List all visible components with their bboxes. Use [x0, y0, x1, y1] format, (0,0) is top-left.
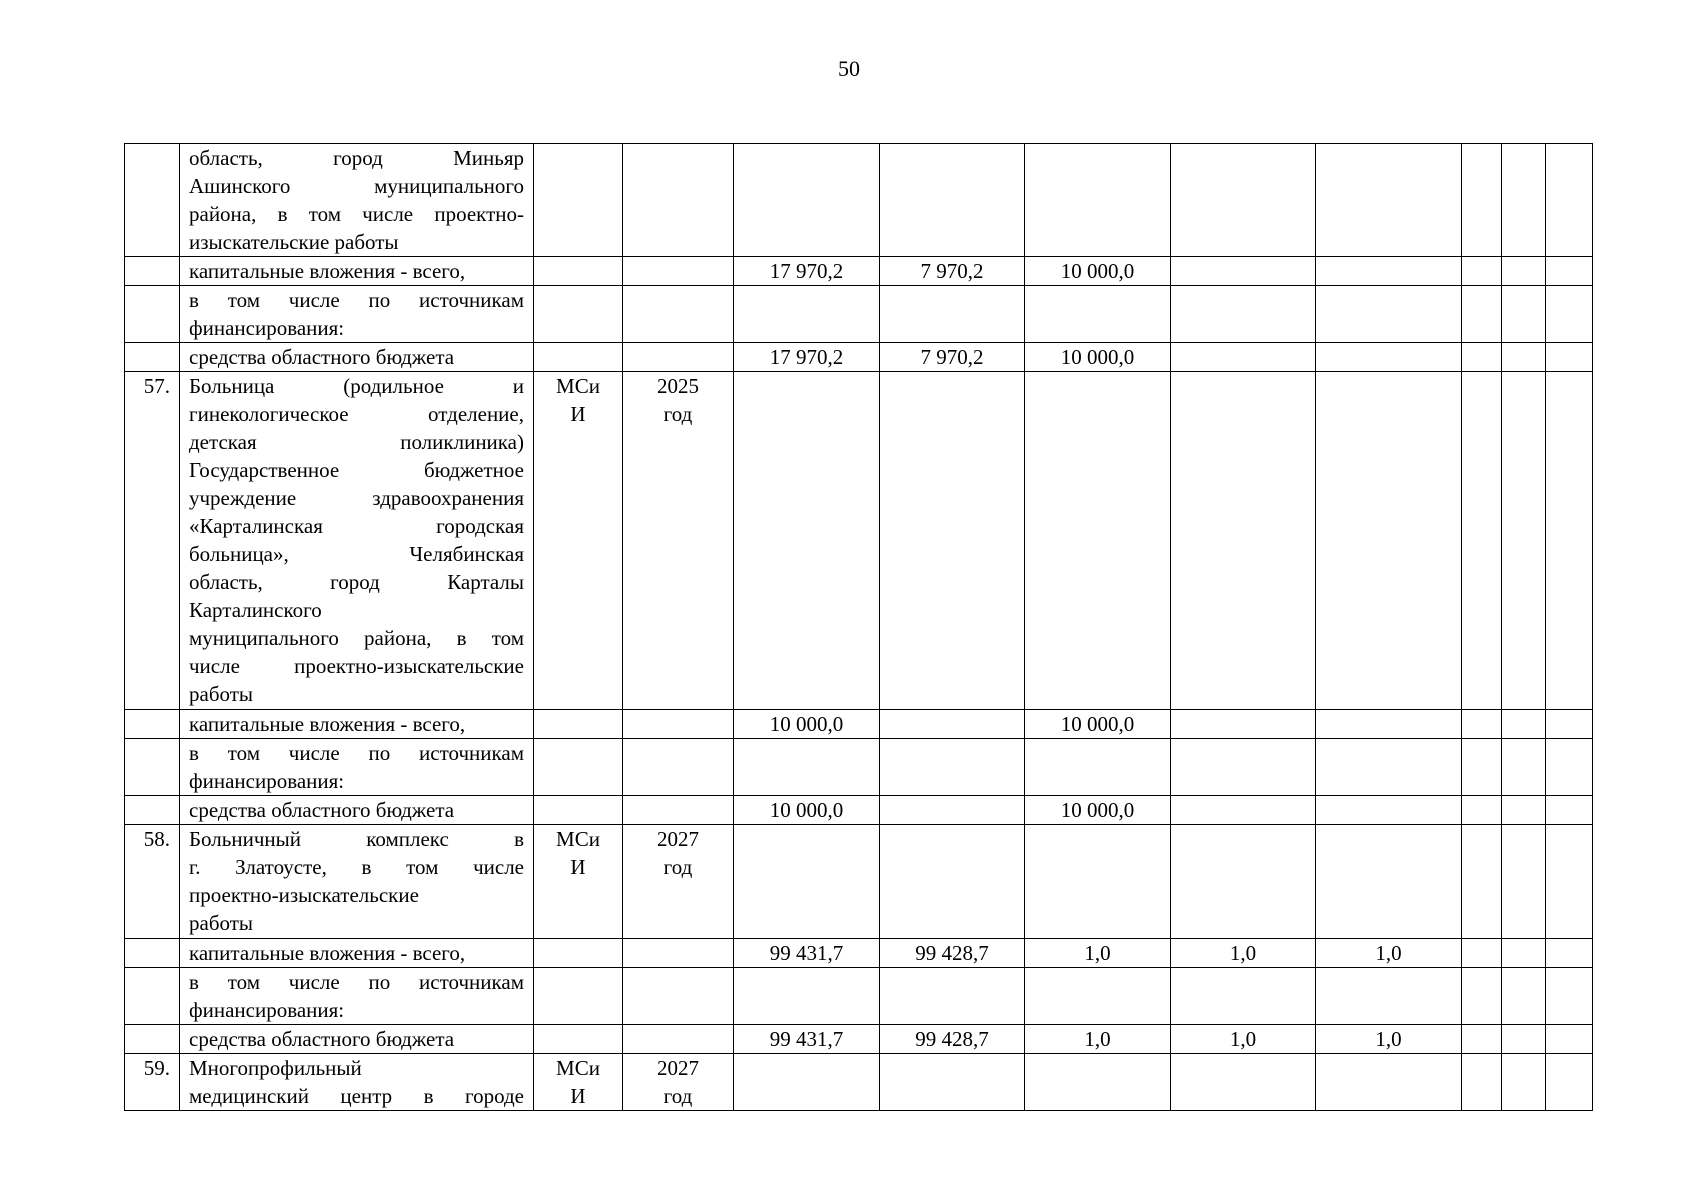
value-cell — [1316, 825, 1462, 939]
name-line: района, в том числе проектно- — [189, 202, 524, 226]
year-cell — [623, 739, 734, 796]
empty-cell — [1462, 286, 1502, 343]
value-cell: 10 000,0 — [1025, 257, 1171, 286]
value-cell — [734, 372, 880, 710]
value-cell — [1171, 257, 1316, 286]
value-cell — [1025, 144, 1171, 257]
value-cell — [1171, 968, 1316, 1025]
empty-cell — [1462, 144, 1502, 257]
row-number-cell — [125, 739, 180, 796]
object-name-cell — [180, 144, 534, 257]
table-row — [125, 939, 1593, 968]
empty-cell — [1502, 710, 1546, 739]
year-line: год — [663, 855, 693, 879]
empty-cell — [1546, 710, 1593, 739]
name-line: детская поликлиника) — [189, 430, 524, 454]
executor-cell — [534, 739, 623, 796]
empty-cell — [1462, 1025, 1502, 1054]
empty-cell — [1546, 144, 1593, 257]
executor-cell — [534, 144, 623, 257]
name-line: работы — [189, 911, 254, 935]
value-cell — [1025, 286, 1171, 343]
name-line: г. Златоусте, в том числе — [189, 855, 524, 879]
table-row — [125, 343, 1593, 372]
name-line: Многопрофильный — [189, 1056, 362, 1080]
value-cell: 17 970,2 — [734, 257, 880, 286]
empty-cell — [1462, 343, 1502, 372]
empty-cell — [1546, 372, 1593, 710]
object-name-cell: средства областного бюджета — [180, 1025, 534, 1054]
value-cell: 10 000,0 — [1025, 796, 1171, 825]
value-cell: 10 000,0 — [734, 710, 880, 739]
value-cell — [1171, 739, 1316, 796]
page-number: 50 — [838, 56, 860, 81]
empty-cell — [1502, 739, 1546, 796]
empty-cell — [1546, 1025, 1593, 1054]
value-cell: 1,0 — [1171, 1025, 1316, 1054]
row-number-cell: 57. — [125, 372, 180, 710]
table-row — [125, 144, 1593, 257]
empty-cell — [1502, 144, 1546, 257]
empty-cell — [1462, 825, 1502, 939]
value-cell — [1025, 372, 1171, 710]
empty-cell — [1546, 796, 1593, 825]
value-cell: 17 970,2 — [734, 343, 880, 372]
row-number-cell: 59. — [125, 1054, 180, 1111]
executor-cell — [534, 1025, 623, 1054]
year-cell — [623, 1054, 734, 1111]
empty-cell — [1462, 372, 1502, 710]
empty-cell — [1462, 739, 1502, 796]
table-row — [125, 286, 1593, 343]
empty-cell — [1462, 1054, 1502, 1111]
executor-line: И — [570, 1084, 586, 1108]
table-row — [125, 710, 1593, 739]
empty-cell — [1546, 343, 1593, 372]
value-cell — [1171, 825, 1316, 939]
year-cell — [623, 796, 734, 825]
table-row — [125, 825, 1593, 939]
value-cell: 10 000,0 — [1025, 343, 1171, 372]
object-name-cell: капитальные вложения - всего, — [180, 710, 534, 739]
name-line: Ашинского муниципального — [189, 174, 524, 198]
year-cell — [623, 710, 734, 739]
value-cell: 1,0 — [1025, 1025, 1171, 1054]
value-cell: 10 000,0 — [734, 796, 880, 825]
table-row — [125, 257, 1593, 286]
object-name-cell — [180, 968, 534, 1025]
empty-cell — [1462, 257, 1502, 286]
value-cell — [734, 968, 880, 1025]
executor-line: МСи — [556, 1056, 600, 1080]
value-cell — [880, 825, 1025, 939]
value-cell — [1316, 286, 1462, 343]
value-cell: 99 428,7 — [880, 939, 1025, 968]
executor-cell — [534, 372, 623, 710]
table-row — [125, 372, 1593, 710]
value-cell — [1316, 257, 1462, 286]
year-cell — [623, 144, 734, 257]
row-number-cell — [125, 968, 180, 1025]
value-cell: 99 428,7 — [880, 1025, 1025, 1054]
value-cell — [734, 739, 880, 796]
value-cell — [880, 1054, 1025, 1111]
value-cell — [1171, 343, 1316, 372]
row-number-cell: 58. — [125, 825, 180, 939]
value-cell — [1316, 372, 1462, 710]
name-line: финансирования: — [189, 998, 345, 1022]
value-cell — [734, 825, 880, 939]
name-line: финансирования: — [189, 769, 345, 793]
executor-line: МСи — [556, 374, 600, 398]
value-cell — [1171, 144, 1316, 257]
value-cell — [1171, 710, 1316, 739]
name-line: проектно-изыскательские — [189, 883, 419, 907]
investment-table — [124, 143, 1593, 1111]
table-row — [125, 968, 1593, 1025]
value-cell: 99 431,7 — [734, 1025, 880, 1054]
executor-line: И — [570, 855, 586, 879]
name-line: Карталинского — [189, 598, 322, 622]
value-cell — [880, 372, 1025, 710]
executor-line: МСи — [556, 827, 600, 851]
executor-cell — [534, 257, 623, 286]
value-cell: 1,0 — [1025, 939, 1171, 968]
executor-line: И — [570, 402, 586, 426]
value-cell — [1316, 739, 1462, 796]
executor-cell — [534, 939, 623, 968]
empty-cell — [1546, 739, 1593, 796]
name-line: муниципального района, в том — [189, 626, 524, 650]
empty-cell — [1546, 939, 1593, 968]
name-line: Больница (родильное и — [189, 374, 524, 398]
table-row — [125, 739, 1593, 796]
object-name-cell — [180, 286, 534, 343]
value-cell — [1316, 968, 1462, 1025]
empty-cell — [1502, 372, 1546, 710]
executor-cell — [534, 968, 623, 1025]
executor-cell — [534, 1054, 623, 1111]
name-line: больница», Челябинская — [189, 542, 524, 566]
empty-cell — [1546, 1054, 1593, 1111]
value-cell — [734, 286, 880, 343]
value-cell — [1316, 796, 1462, 825]
value-cell — [734, 1054, 880, 1111]
table-row — [125, 1025, 1593, 1054]
name-line: Государственное бюджетное — [189, 458, 524, 482]
year-cell — [623, 1025, 734, 1054]
value-cell — [880, 710, 1025, 739]
row-number-cell — [125, 257, 180, 286]
year-cell — [623, 343, 734, 372]
empty-cell — [1462, 710, 1502, 739]
object-name-cell: средства областного бюджета — [180, 796, 534, 825]
value-cell — [880, 968, 1025, 1025]
object-name-cell: средства областного бюджета — [180, 343, 534, 372]
name-line: в том числе по источникам — [189, 741, 524, 765]
executor-cell — [534, 286, 623, 343]
name-line: работы — [189, 682, 254, 706]
year-cell — [623, 286, 734, 343]
object-name-cell — [180, 825, 534, 939]
year-line: 2025 — [657, 374, 699, 398]
value-cell — [1025, 739, 1171, 796]
empty-cell — [1546, 286, 1593, 343]
value-cell — [1316, 1054, 1462, 1111]
value-cell — [880, 286, 1025, 343]
empty-cell — [1502, 286, 1546, 343]
object-name-cell: капитальные вложения - всего, — [180, 257, 534, 286]
value-cell: 10 000,0 — [1025, 710, 1171, 739]
value-cell — [1171, 1054, 1316, 1111]
name-line: учреждение здравоохранения — [189, 486, 524, 510]
value-cell: 1,0 — [1316, 1025, 1462, 1054]
year-line: год — [663, 402, 693, 426]
value-cell — [1025, 1054, 1171, 1111]
empty-cell — [1462, 796, 1502, 825]
empty-cell — [1462, 939, 1502, 968]
row-number-cell — [125, 796, 180, 825]
empty-cell — [1502, 257, 1546, 286]
row-number-cell — [125, 710, 180, 739]
empty-cell — [1546, 968, 1593, 1025]
value-cell — [1316, 144, 1462, 257]
value-cell — [1025, 968, 1171, 1025]
value-cell — [1025, 825, 1171, 939]
empty-cell — [1462, 968, 1502, 1025]
value-cell — [1171, 372, 1316, 710]
name-line: область, город Миньяр — [189, 146, 524, 170]
year-cell — [623, 372, 734, 710]
table-row — [125, 796, 1593, 825]
empty-cell — [1502, 1054, 1546, 1111]
object-name-cell — [180, 1054, 534, 1111]
value-cell — [1316, 710, 1462, 739]
name-line: изыскательские работы — [189, 230, 399, 254]
value-cell — [734, 144, 880, 257]
row-number-cell — [125, 939, 180, 968]
name-line: «Карталинская городская — [189, 514, 524, 538]
executor-cell — [534, 796, 623, 825]
row-number-cell — [125, 286, 180, 343]
empty-cell — [1502, 796, 1546, 825]
name-line: медицинский центр в городе — [189, 1084, 524, 1108]
year-line: 2027 — [657, 1056, 699, 1080]
value-cell — [880, 739, 1025, 796]
name-line: гинекологическое отделение, — [189, 402, 524, 426]
year-cell — [623, 939, 734, 968]
year-line: 2027 — [657, 827, 699, 851]
row-number-cell — [125, 343, 180, 372]
value-cell: 99 431,7 — [734, 939, 880, 968]
year-cell — [623, 968, 734, 1025]
year-line: год — [663, 1084, 693, 1108]
name-line: Больничный комплекс в — [189, 827, 524, 851]
object-name-cell — [180, 372, 534, 710]
year-cell — [623, 825, 734, 939]
value-cell — [1171, 286, 1316, 343]
value-cell: 1,0 — [1171, 939, 1316, 968]
name-line: в том числе по источникам — [189, 288, 524, 312]
empty-cell — [1546, 257, 1593, 286]
value-cell — [1171, 796, 1316, 825]
name-line: финансирования: — [189, 316, 345, 340]
empty-cell — [1502, 825, 1546, 939]
empty-cell — [1502, 968, 1546, 1025]
value-cell — [1316, 343, 1462, 372]
empty-cell — [1502, 1025, 1546, 1054]
name-line: в том числе по источникам — [189, 970, 524, 994]
value-cell — [880, 796, 1025, 825]
value-cell — [880, 144, 1025, 257]
value-cell: 7 970,2 — [880, 257, 1025, 286]
empty-cell — [1502, 343, 1546, 372]
executor-cell — [534, 825, 623, 939]
object-name-cell: капитальные вложения - всего, — [180, 939, 534, 968]
name-line: область, город Карталы — [189, 570, 524, 594]
executor-cell — [534, 343, 623, 372]
year-cell — [623, 257, 734, 286]
name-line: числе проектно-изыскательские — [189, 654, 524, 678]
row-number-cell — [125, 144, 180, 257]
table-row — [125, 1054, 1593, 1111]
value-cell: 7 970,2 — [880, 343, 1025, 372]
value-cell: 1,0 — [1316, 939, 1462, 968]
empty-cell — [1546, 825, 1593, 939]
executor-cell — [534, 710, 623, 739]
empty-cell — [1502, 939, 1546, 968]
row-number-cell — [125, 1025, 180, 1054]
object-name-cell — [180, 739, 534, 796]
